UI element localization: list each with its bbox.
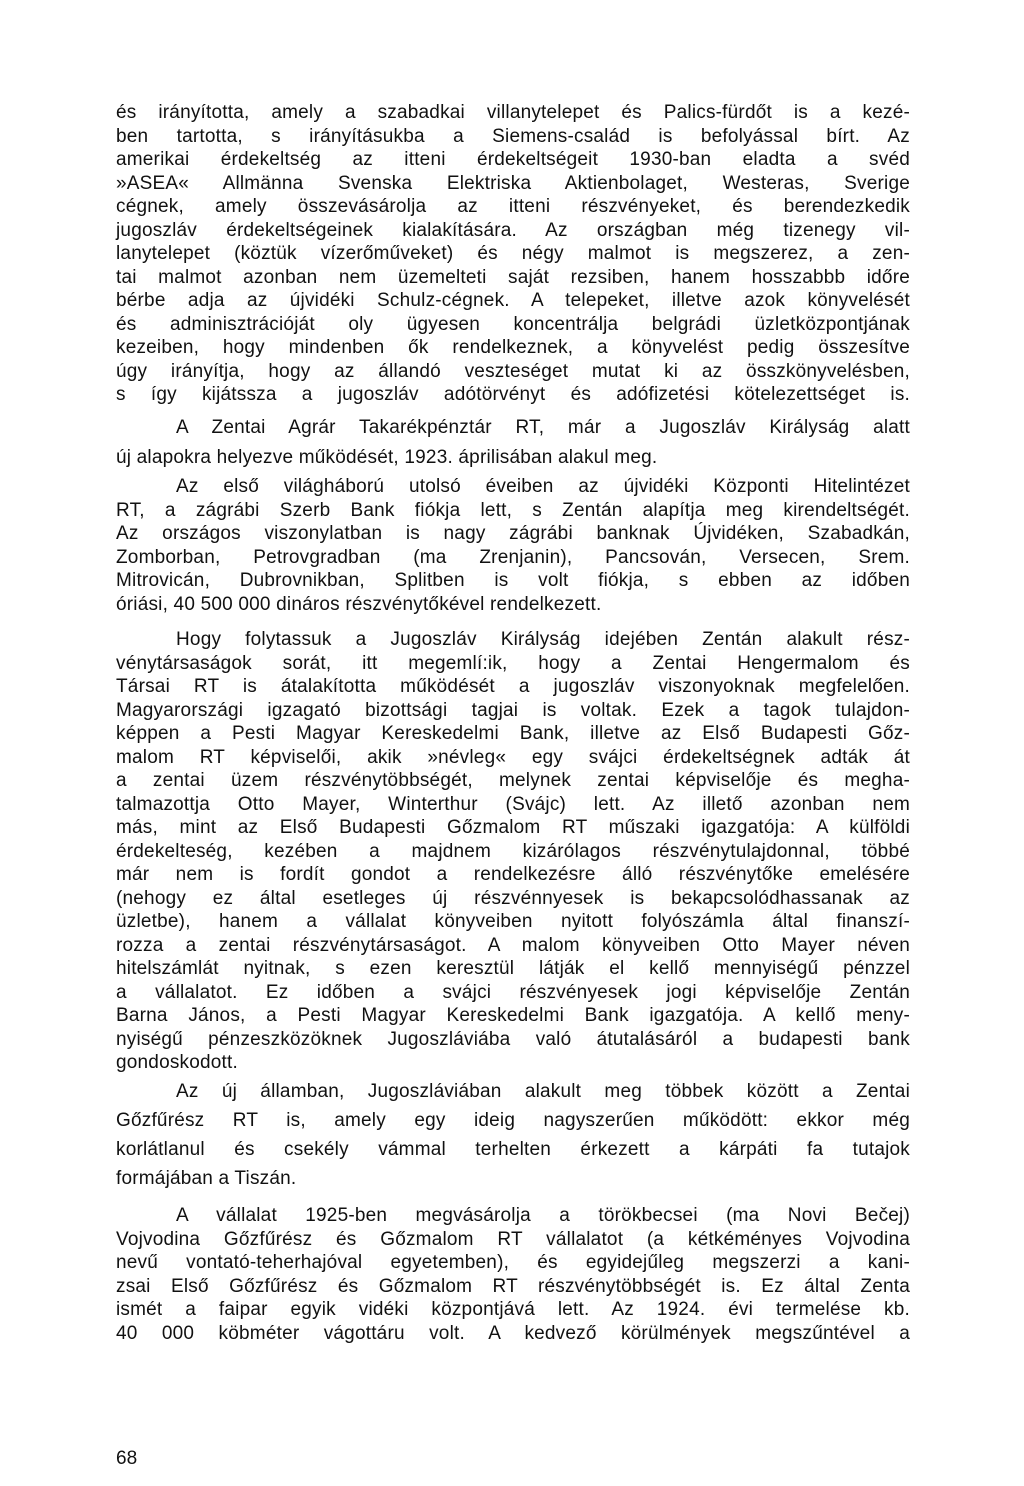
text-line: Gőzfűrész RT is, amely egy ideig nagyszerűen működött: ekkor még [116, 1110, 910, 1131]
paragraph-6 [116, 1204, 910, 1345]
text-line: hitelszámlát nyitnak, s ezen keresztül látják el kellő mennyiségű pénzzel [116, 958, 910, 979]
paragraph-5 [116, 1077, 910, 1193]
text-line: nyiségű pénzeszközöknek Jugoszláviába való átutalásáról a budapesti bank [116, 1028, 910, 1050]
text-line: Társai RT is átalakította működését a jugoszláv viszonyoknak megfelelően. [116, 676, 910, 697]
text-line: ismét a faipar egyik vidéki központjává lett. Az 1924. évi termelése kb. [116, 1299, 910, 1320]
text-line: malom RT képviselői, akik »névleg« egy svájci érdekeltségnek adták át [116, 746, 910, 768]
text-line: óriási, 40 500 000 dináros részvénytőkével rendelkezett. [116, 593, 602, 615]
text-line: tai malmot azonban nem üzemelteti saját rezsiben, hanem hosszabbb időre [116, 266, 910, 288]
text-line: korlátlanul és csekély vámmal terhelten érkezett a kárpáti fa tutajok [116, 1139, 910, 1160]
text-line: RT, a zágrábi Szerb Bank fiókja lett, s Zentán alapítja meg kirendeltségét. [116, 499, 910, 521]
text-line: Zomborban, Petrovgradban (ma Zrenjanin), Pancsován, Versecen, Srem. [116, 546, 910, 568]
paragraph-1 [116, 101, 910, 407]
text-line: üzletbe), hanem a vállalat könyveiben nyitott folyószámla által finanszí- [116, 911, 910, 932]
text-line: lanytelepet (köztük vízerőműveket) és négy malmot is megszerez, a zen- [116, 243, 910, 264]
text-line: A Zentai Agrár Takarékpénztár RT, már a Jugoszláv Királyság alatt [176, 417, 910, 438]
text-line: (nehogy ez által esetleges új részvénnyesek is bekapcsolódhassanak az [116, 887, 910, 909]
paragraph-3 [116, 475, 910, 616]
text-line: 40 000 köbméter vágottáru volt. A kedvező körülmények megszűntével a [116, 1322, 910, 1344]
text-line: cégnek, amely összevásárolja az itteni részvényeket, és berendezkedik [116, 196, 910, 217]
text-line: a zentai üzem részvénytöbbségét, melynek zentai képviselője és megha- [116, 770, 910, 791]
paragraph-2 [116, 416, 910, 469]
text-line: ben tartotta, s irányításukba a Siemens-család is befolyással bírt. Az [116, 125, 910, 147]
text-line: úgy irányítja, hogy az állandó veszteséget mutat ki az összkönyvelésben, [116, 360, 910, 382]
text-line: rozza a zentai részvénytársaságot. A malom könyveiben Otto Mayer néven [116, 934, 910, 956]
text-line: Az országos viszonylatban is nagy zágrábi banknak Újvidéken, Szabadkán, [116, 523, 910, 544]
text-line: és irányította, amely a szabadkai villanytelepet és Palics-fürdőt is a kezé- [116, 102, 910, 123]
text-line: érdekelteség, kezében a majdnem kizárólagos részvénytulajdonnal, többé [116, 840, 910, 862]
text-line: képpen a Pesti Magyar Kereskedelmi Bank, illetve az Első Budapesti Gőz- [116, 723, 910, 744]
text-line: a vállalatot. Ez időben a svájci részvényesek jogi képviselője Zentán [116, 981, 910, 1003]
text-line: Mitrovicán, Dubrovnikban, Splitben is volt fiókja, s ebben az időben [116, 570, 910, 591]
text-line: új alapokra helyezve működését, 1923. áprilisában alakul meg. [116, 446, 658, 468]
text-line: Magyarországi igzagató bizottsági tagjai is voltak. Ezek a tagok tulajdon- [116, 699, 910, 721]
text-line: Az első világháború utolsó éveiben az újvidéki Központi Hitelintézet [176, 476, 910, 497]
text-line: amerikai érdekeltség az itteni érdekeltségeit 1930-ban eladta a svéd [116, 149, 910, 170]
text-line: már nem is fordít gondot a rendelkezésre álló részvénytőke emelésére [116, 864, 910, 885]
text-line: Barna János, a Pesti Magyar Kereskedelmi Bank igazgatója. A kellő meny- [116, 1005, 910, 1026]
text-line: »ASEA« Allmänna Svenska Elektriska Aktienbolaget, Westeras, Sverige [116, 172, 910, 194]
text-line: talmazottja Otto Mayer, Winterthur (Svájc) lett. Az illető azonban nem [116, 793, 910, 815]
text-line: A vállalat 1925-ben megvásárolja a törökbecsei (ma Novi Bečej) [176, 1205, 910, 1226]
text-line: Vojvodina Gőzfűrész és Gőzmalom RT vállalatot (a kétkéményes Vojvodina [116, 1228, 910, 1250]
text-line: jugoszláv érdekeltségeinek kialakítására. Az országban még tizenegy vil- [116, 219, 910, 241]
text-line: Hogy folytassuk a Jugoszláv Királyság idejében Zentán alakult rész- [176, 629, 910, 650]
text-line: s így kijátssza a jugoszláv adótörvényt és adófizetési kötelezettséget is. [116, 384, 910, 405]
text-line: és adminisztrációját oly ügyesen koncentrálja belgrádi üzletközpontjának [116, 313, 910, 335]
text-line: kezeiben, hogy mindenben ők rendelkeznek, a könyvelést pedig összesítve [116, 337, 910, 358]
page-number: 68 [116, 1448, 138, 1469]
text-line: bérbe adja az újvidéki Schulz-cégnek. A telepeket, illetve azok könyvelését [116, 290, 910, 311]
text-line: nevű vontató-teherhajóval egyetemben), és egyidejűleg megszerzi a kani- [116, 1252, 910, 1273]
text-line: gondoskodott. [116, 1052, 238, 1073]
text-line: vénytársaságok sorát, itt megemlí:ik, hogy a Zentai Hengermalom és [116, 652, 910, 674]
paragraph-4 [116, 628, 910, 1075]
text-line: Az új államban, Jugoszláviában alakult meg többek között a Zentai [176, 1081, 910, 1102]
text-line: zsai Első Gőzfűrész és Gőzmalom RT részvénytöbbségét is. Ez által Zenta [116, 1275, 910, 1297]
text-line: formájában a Tiszán. [116, 1168, 297, 1189]
text-line: más, mint az Első Budapesti Gőzmalom RT műszaki igazgatója: A külföldi [116, 817, 910, 838]
